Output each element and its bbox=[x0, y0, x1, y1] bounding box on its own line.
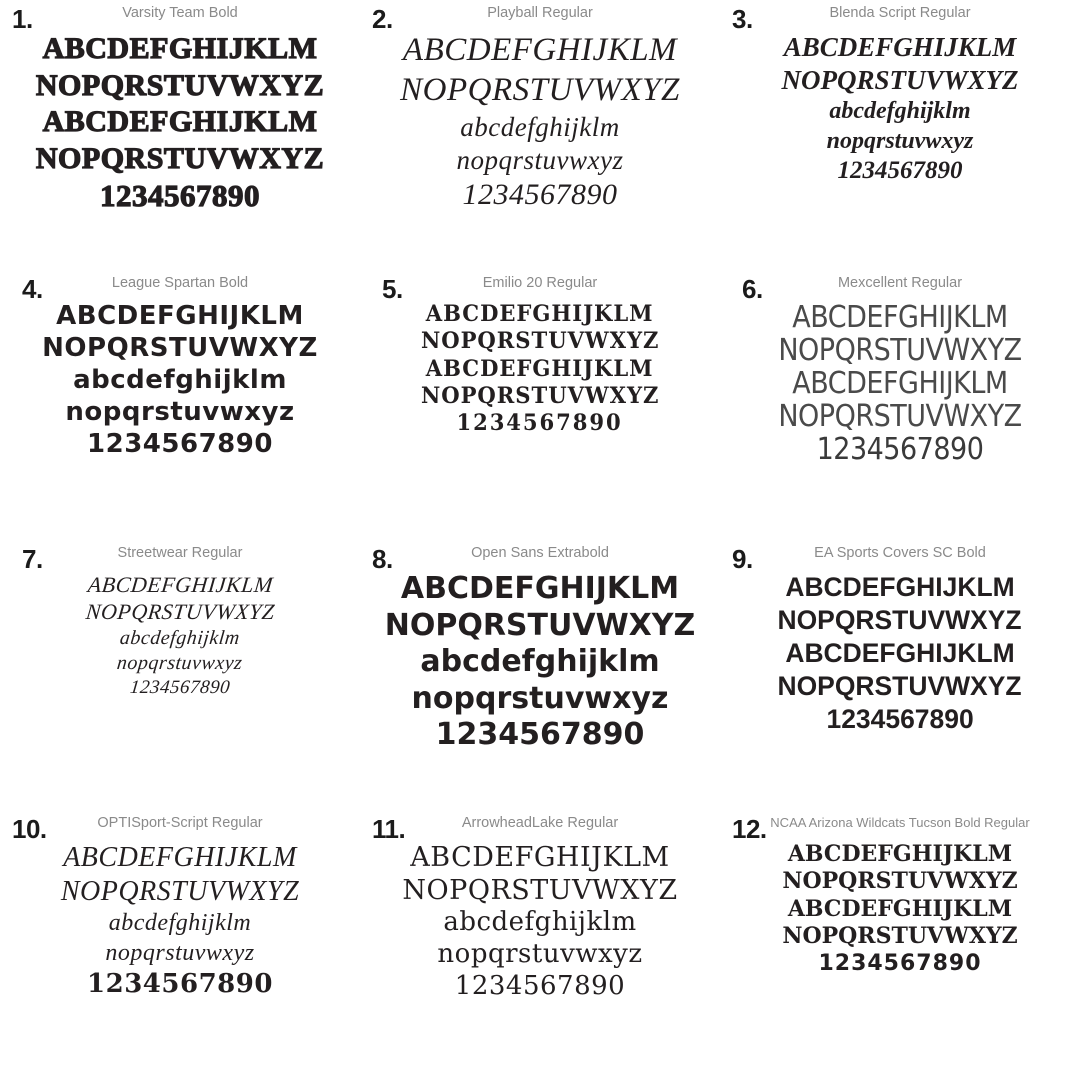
specimen-line: ABCDEFGHIJKLM bbox=[787, 841, 1013, 867]
specimen-card-7 bbox=[0, 540, 360, 810]
specimen-line: NOPQRSTUVWXYZ bbox=[777, 671, 1023, 702]
specimen-line: NOPQRSTUVWXYZ bbox=[35, 68, 325, 102]
specimen-header bbox=[728, 544, 1072, 574]
specimen-header bbox=[8, 544, 352, 574]
specimen-line: 1234567890 bbox=[456, 410, 624, 437]
font-name-label: EA Sports Covers SC Bold bbox=[814, 545, 986, 561]
specimen-line: abcdefghijklm bbox=[420, 644, 660, 679]
font-name-label: Varsity Team Bold bbox=[122, 5, 238, 21]
specimen-line: NOPQRSTUVWXYZ bbox=[782, 868, 1018, 895]
specimen-line: 1234567890 bbox=[87, 968, 273, 999]
specimen-lines bbox=[368, 572, 712, 753]
specimen-line: ABCDEFGHIJKLM bbox=[785, 572, 1015, 602]
specimen-line: ABCDEFGHIJKLM bbox=[410, 842, 670, 873]
specimen-number: 1. bbox=[12, 4, 33, 34]
specimen-line: NOPQRSTUVWXYZ bbox=[420, 328, 660, 355]
specimen-lines bbox=[368, 32, 712, 212]
specimen-lines bbox=[8, 842, 352, 999]
specimen-lines bbox=[368, 302, 712, 436]
specimen-card-9 bbox=[720, 540, 1080, 810]
specimen-line: NOPQRSTUVWXYZ bbox=[400, 71, 680, 108]
font-name-label: Playball Regular bbox=[487, 5, 593, 21]
specimen-number: 6. bbox=[742, 274, 763, 304]
specimen-number: 7. bbox=[22, 544, 43, 574]
specimen-number: 11. bbox=[372, 814, 406, 844]
specimen-card-1 bbox=[0, 0, 360, 270]
specimen-line: 1234567890 bbox=[435, 717, 645, 752]
specimen-line: nopqrstuvwxyz bbox=[826, 127, 974, 154]
specimen-line: 1234567890 bbox=[462, 177, 618, 211]
specimen-line: ABCDEFGHIJKLM bbox=[426, 301, 654, 327]
specimen-line: nopqrstuvwxyz bbox=[456, 144, 624, 175]
specimen-line: NOPQRSTUVWXYZ bbox=[778, 333, 1022, 368]
specimen-line: ABCDEFGHIJKLM bbox=[400, 571, 680, 606]
specimen-line: nopqrstuvwxyz bbox=[437, 938, 643, 969]
specimen-line: NOPQRSTUVWXYZ bbox=[778, 399, 1022, 434]
specimen-line: ABCDEFGHIJKLM bbox=[42, 32, 318, 65]
specimen-line: ABCDEFGHIJKLM bbox=[783, 32, 1017, 62]
specimen-line: 1234567890 bbox=[818, 951, 982, 977]
specimen-lines bbox=[8, 302, 352, 459]
font-name-label: Blenda Script Regular bbox=[829, 5, 971, 21]
specimen-line: ABCDEFGHIJKLM bbox=[426, 355, 654, 382]
specimen-line: NOPQRSTUVWXYZ bbox=[782, 922, 1018, 949]
font-name-label: Streetwear Regular bbox=[117, 545, 243, 561]
font-name-label: League Spartan Bold bbox=[111, 275, 249, 291]
specimen-line: ABCDEFGHIJKLM bbox=[787, 895, 1013, 922]
specimen-lines bbox=[368, 842, 712, 1002]
specimen-card-4 bbox=[0, 270, 360, 540]
specimen-line: ABCDEFGHIJKLM bbox=[792, 366, 1008, 401]
specimen-header bbox=[8, 4, 352, 34]
specimen-line: NOPQRSTUVWXYZ bbox=[781, 65, 1019, 96]
specimen-lines bbox=[728, 300, 1072, 468]
specimen-card-6 bbox=[720, 270, 1080, 540]
specimen-line: NOPQRSTUVWXYZ bbox=[42, 332, 318, 363]
specimen-header bbox=[8, 274, 352, 304]
specimen-line: 1234567890 bbox=[100, 178, 260, 213]
specimen-line: abcdefghijklm bbox=[829, 98, 971, 125]
specimen-card-10 bbox=[0, 810, 360, 1080]
specimen-line: ABCDEFGHIJKLM bbox=[56, 301, 304, 331]
specimen-lines bbox=[728, 572, 1072, 735]
specimen-card-11 bbox=[360, 810, 720, 1080]
specimen-header bbox=[728, 274, 1072, 304]
specimen-line: abcdefghijklm bbox=[73, 364, 287, 395]
specimen-number: 2. bbox=[372, 4, 393, 34]
specimen-header bbox=[368, 814, 712, 844]
font-name-label: Mexcellent Regular bbox=[837, 275, 963, 291]
specimen-card-8 bbox=[360, 540, 720, 810]
specimen-line: nopqrstuvwxyz bbox=[105, 939, 255, 966]
specimen-line: ABCDEFGHIJKLM bbox=[86, 572, 274, 597]
specimen-number: 3. bbox=[732, 4, 753, 34]
specimen-line: abcdefghijklm bbox=[108, 910, 252, 937]
specimen-number: 5. bbox=[382, 274, 403, 304]
specimen-line: nopqrstuvwxyz bbox=[65, 396, 295, 427]
specimen-line: 1234567890 bbox=[454, 970, 626, 1001]
specimen-line: nopqrstuvwxyz bbox=[411, 680, 669, 716]
specimen-line: 1234567890 bbox=[816, 432, 984, 468]
specimen-line: NOPQRSTUVWXYZ bbox=[384, 607, 696, 643]
specimen-header bbox=[368, 4, 712, 34]
specimen-line: ABCDEFGHIJKLM bbox=[63, 842, 297, 873]
specimen-number: 8. bbox=[372, 544, 393, 574]
specimen-line: NOPQRSTUVWXYZ bbox=[777, 605, 1023, 636]
specimen-header bbox=[728, 4, 1072, 34]
specimen-number: 9. bbox=[732, 544, 753, 574]
specimen-lines bbox=[8, 572, 352, 698]
specimen-card-3 bbox=[720, 0, 1080, 270]
specimen-line: nopqrstuvwxyz bbox=[116, 651, 244, 674]
font-name-label: Emilio 20 Regular bbox=[482, 275, 598, 291]
specimen-line: ABCDEFGHIJKLM bbox=[42, 105, 318, 138]
specimen-line: 1234567890 bbox=[87, 428, 273, 459]
specimen-line: NOPQRSTUVWXYZ bbox=[420, 382, 660, 409]
specimen-line: abcdefghijklm bbox=[443, 907, 637, 938]
specimen-line: ABCDEFGHIJKLM bbox=[785, 638, 1015, 669]
specimen-line: 1234567890 bbox=[826, 704, 974, 735]
specimen-line: abcdefghijklm bbox=[118, 626, 242, 649]
specimen-line: NOPQRSTUVWXYZ bbox=[35, 141, 325, 175]
specimen-line: NOPQRSTUVWXYZ bbox=[84, 599, 276, 625]
specimen-card-5 bbox=[360, 270, 720, 540]
specimen-header bbox=[8, 814, 352, 844]
specimen-line: 1234567890 bbox=[128, 676, 232, 698]
specimen-header bbox=[368, 274, 712, 304]
font-name-label: ArrowheadLake Regular bbox=[461, 815, 619, 831]
specimen-line: abcdefghijklm bbox=[460, 111, 620, 142]
specimen-line: 1234567890 bbox=[837, 157, 963, 185]
specimen-number: 12. bbox=[732, 814, 767, 844]
specimen-header bbox=[368, 544, 712, 574]
specimen-card-12 bbox=[720, 810, 1080, 1080]
font-name-label: OPTISport-Script Regular bbox=[97, 815, 263, 831]
specimen-lines bbox=[728, 842, 1072, 976]
specimen-line: ABCDEFGHIJKLM bbox=[792, 300, 1008, 335]
specimen-number: 4. bbox=[22, 274, 43, 304]
specimen-lines bbox=[728, 32, 1072, 186]
specimen-header bbox=[728, 814, 1072, 844]
font-name-label: NCAA Arizona Wildcats Tucson Bold Regular bbox=[770, 815, 1030, 830]
specimen-number: 10. bbox=[12, 814, 47, 844]
specimen-card-2 bbox=[360, 0, 720, 270]
specimen-line: NOPQRSTUVWXYZ bbox=[60, 876, 300, 908]
specimen-line: ABCDEFGHIJKLM bbox=[402, 32, 678, 68]
font-name-label: Open Sans Extrabold bbox=[471, 545, 609, 561]
specimen-line: NOPQRSTUVWXYZ bbox=[402, 875, 678, 907]
specimen-lines bbox=[8, 32, 352, 214]
